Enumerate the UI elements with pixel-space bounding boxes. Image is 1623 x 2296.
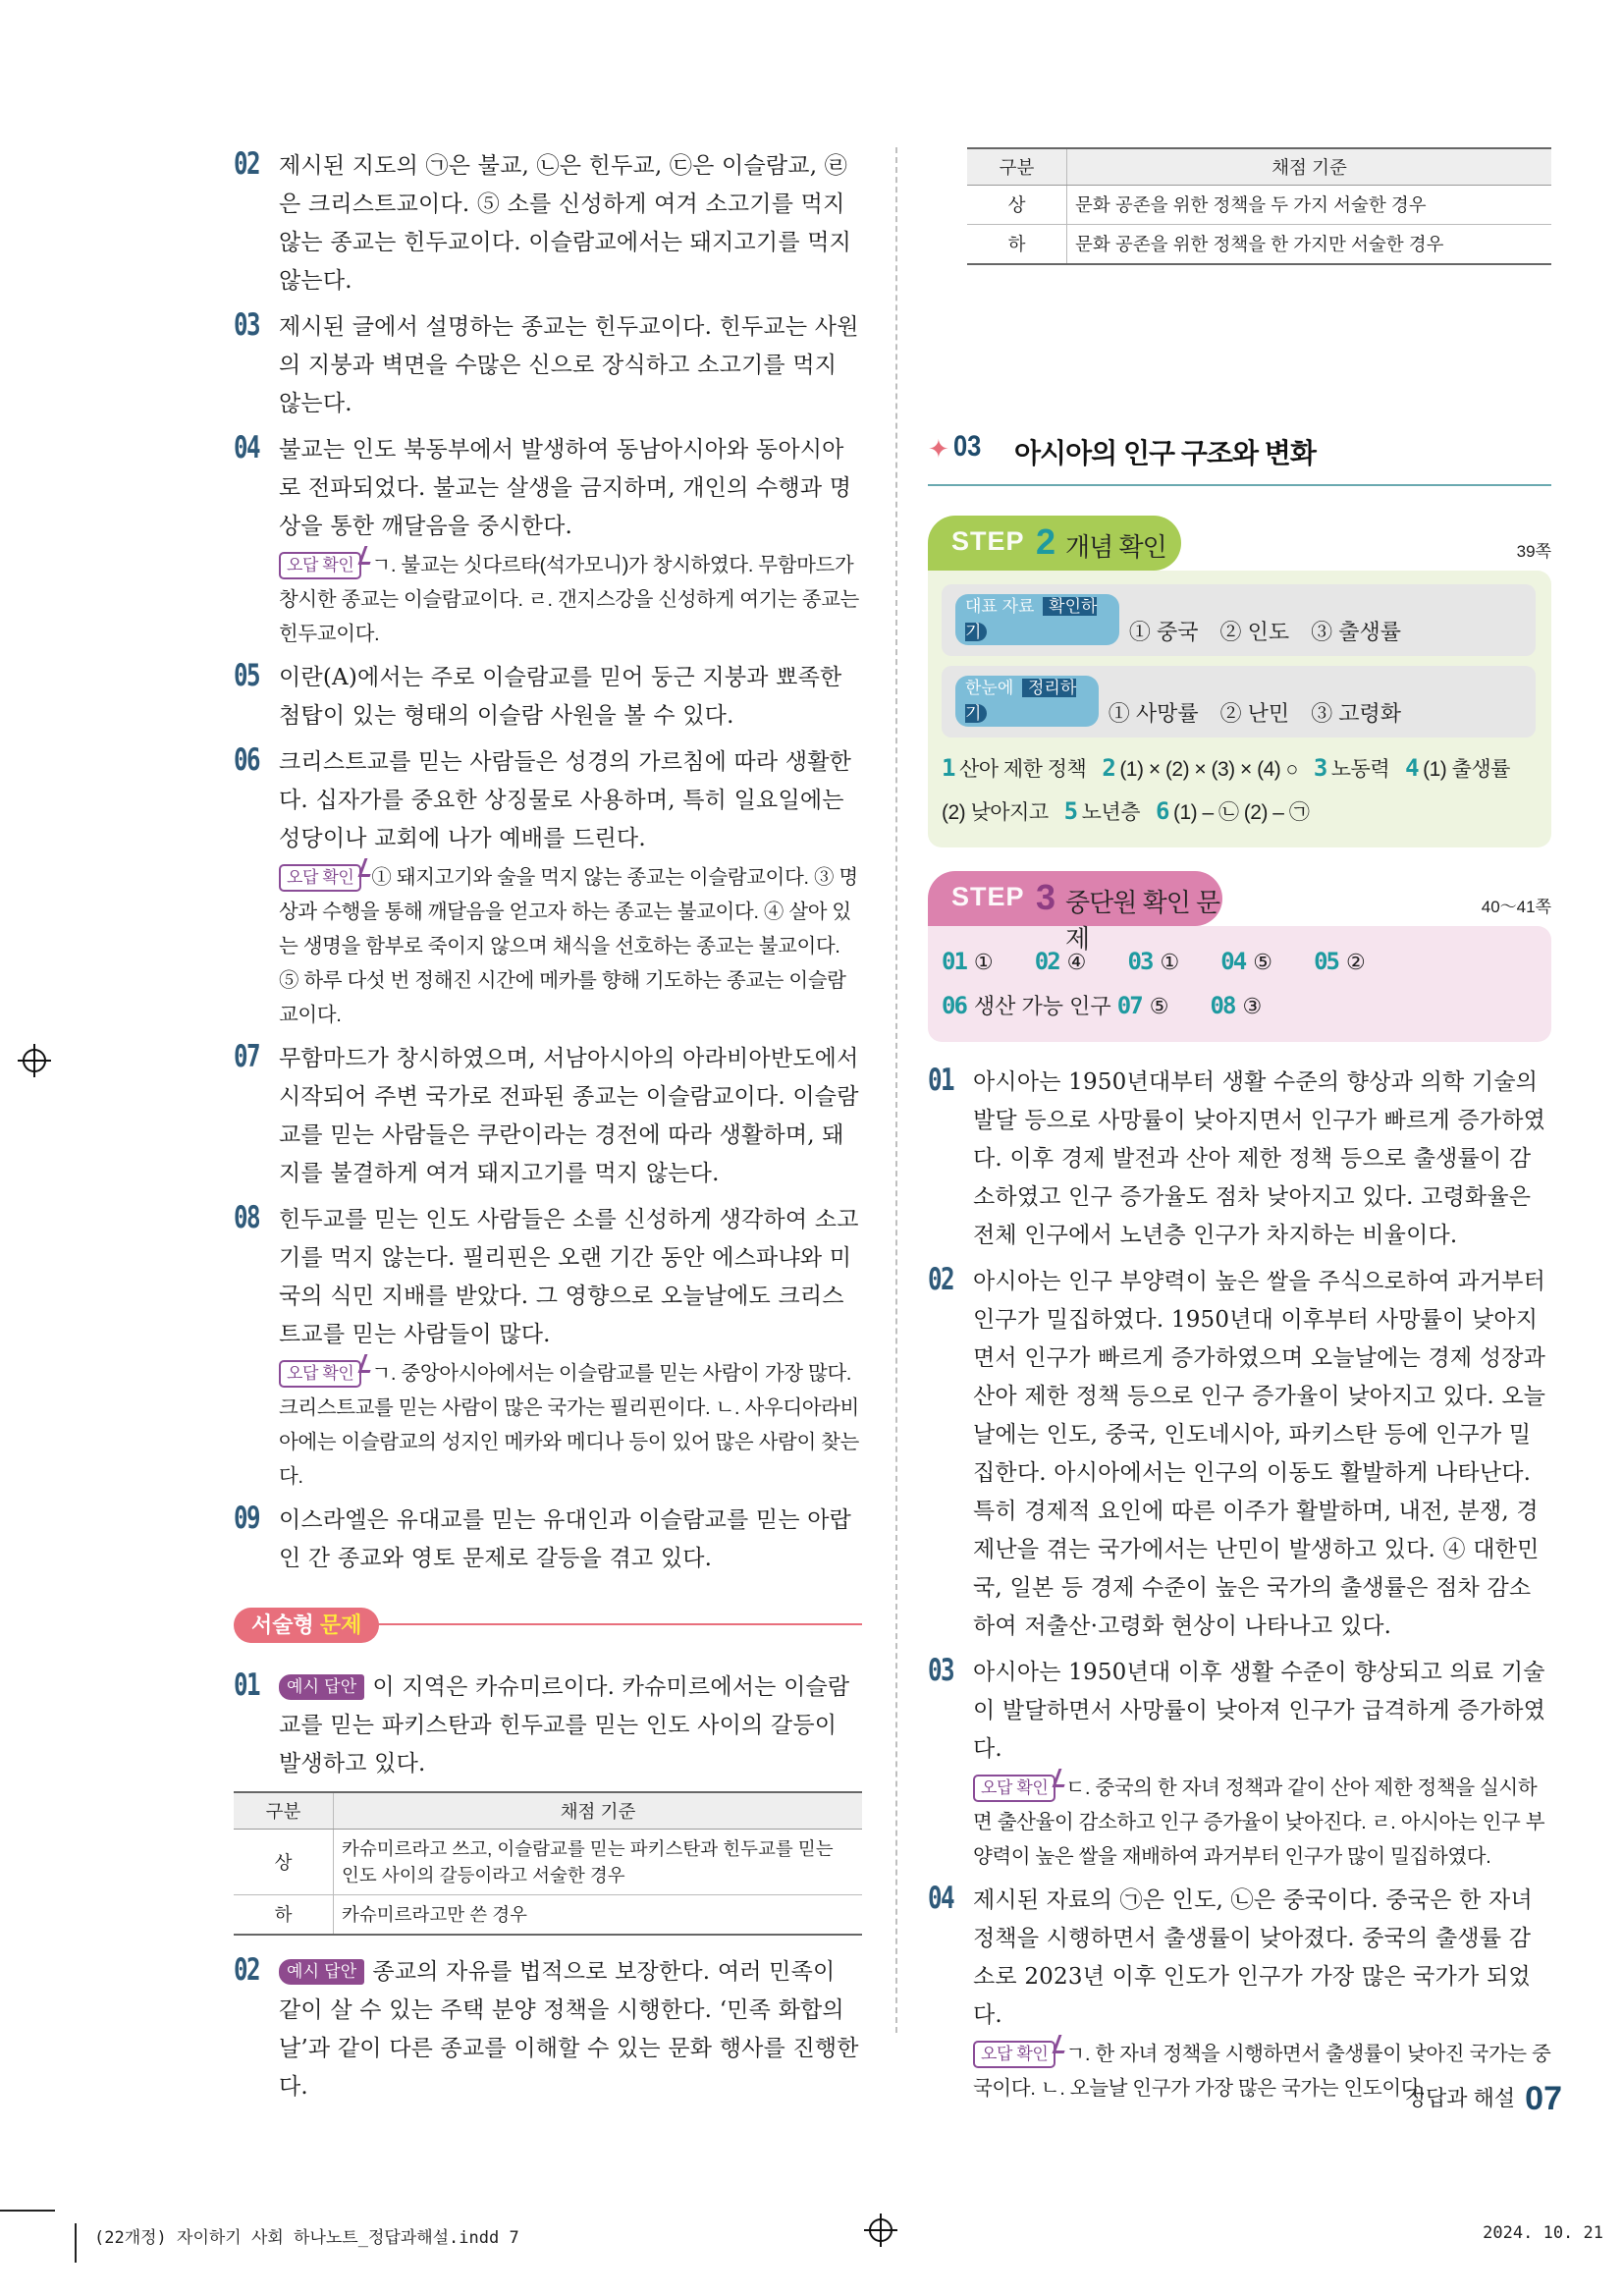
section-rule — [371, 1623, 862, 1625]
answer-item — [234, 659, 862, 736]
answer-item — [928, 1654, 1551, 1874]
section-heading: 아시아의 인구 구조와 변화 — [1014, 438, 1316, 468]
right-column — [928, 147, 1551, 2113]
scoring-table — [234, 1791, 862, 1936]
item-number: 02 — [234, 1952, 259, 1988]
item-text: 힌두교를 믿는 인도 사람들은 소를 신성하게 생각하여 소고기를 먹지 않는다. 필리핀은 오랜 기간 동안 에스파냐와 미국의 식민 지배를 받았다. 그 영향으로 오늘날에도 크리스트교를 믿는 사람들이 많다. — [279, 1207, 859, 1347]
wrong-answer-tag: 오답 확인 — [279, 864, 361, 892]
key-data-label — [955, 594, 1119, 645]
step-label: STEP — [951, 526, 1025, 556]
item-number: 03 — [234, 307, 259, 343]
answer-number: 6 — [1156, 797, 1169, 825]
scoring-table — [967, 147, 1551, 265]
answer-item — [234, 1201, 862, 1494]
note-text: ㄱ. 불교는 싯다르타(석가모니)가 창시하였다. 무함마드가 창시한 종교는 이슬람교이다. ㄹ. 갠지스강을 신성하게 여기는 종교는 힌두교이다. — [279, 554, 859, 645]
item-number: 04 — [928, 1881, 953, 1916]
item-number: 05 — [234, 658, 259, 693]
left-column — [234, 147, 862, 2114]
section-number: 03 — [953, 430, 982, 463]
example-answer-badge: 예시 답안 — [279, 1959, 364, 1985]
column-divider — [895, 147, 897, 2033]
answer-number: 07 — [1116, 992, 1142, 1019]
step-number: 3 — [1036, 877, 1056, 917]
answer-text: 노년층 — [1081, 801, 1140, 824]
item-number: 07 — [234, 1039, 259, 1074]
answer-number: 5 — [1063, 797, 1078, 825]
row-text: ① 사망률 ② 난민 ③ 고령화 — [1108, 701, 1402, 726]
registration-mark-icon — [864, 2214, 897, 2247]
answer-number: 04 — [1220, 948, 1246, 975]
answer-item — [234, 147, 862, 301]
section-underline — [928, 484, 1551, 486]
example-answer-badge: 예시 답안 — [279, 1674, 364, 1700]
answer-item — [928, 1882, 1551, 2105]
item-text: 종교의 자유를 법적으로 보장한다. 여러 민족이 같이 살 수 있는 주택 분양 정책을 시행한다. ‘민족 화합의 날’과 같이 다른 종교를 이해할 수 있는 문화 행사를 진행한다. — [279, 1959, 859, 2100]
note-text: ① 돼지고기와 술을 먹지 않는 종교는 이슬람교이다. ③ 명상과 수행을 통해 깨달음을 얻고자 하는 종교는 불교이다. ④ 살아 있는 생명을 함부로 죽이지 않으며 채식을 선호하는 종교는 불교이다. ⑤ 하루 다섯 번 정해진 시간에 메카를 향해 기도하는 종교는 이슬람교이다. — [279, 866, 858, 1026]
item-text: 이란(A)에서는 주로 이슬람교를 믿어 둥근 지붕과 뾰족한 첨탑이 있는 형태의 이슬람 사원을 볼 수 있다. — [279, 665, 842, 729]
wrong-answer-note — [279, 1356, 862, 1494]
essay-label-a: 서술형 — [251, 1613, 320, 1637]
answer-item — [234, 743, 862, 1032]
answer-item — [928, 1064, 1551, 1255]
step-name: 중단원 확인 문제 — [1065, 888, 1220, 954]
step2-block — [928, 516, 1551, 847]
grade-header: 구분 — [234, 1792, 334, 1830]
table-row — [234, 1895, 862, 1936]
answer-item — [234, 431, 862, 651]
step2-header — [928, 516, 1551, 571]
mc-answer — [1314, 940, 1366, 984]
answer-text: (1) × (2) × (3) × (4) ○ — [1119, 758, 1298, 781]
note-text: ㄷ. 중국의 한 자녀 정책과 같이 산아 제한 정책을 실시하면 출산율이 감소하고 인구 증가율이 낮아진다. ㄹ. 아시아는 인구 부양력이 높은 쌀을 재배하여 과거부터 인구가 많이 밀집하였다. — [973, 1777, 1545, 1868]
answer-number: 01 — [942, 948, 966, 975]
item-text: 크리스트교를 믿는 사람들은 성경의 가르침에 따라 생활한다. 십자가를 중요한 상징물로 사용하며, 특히 일요일에는 성당이나 교회에 나가 예배를 드린다. — [279, 749, 852, 851]
label-part: 확인하기 — [965, 597, 1098, 641]
step-number: 2 — [1036, 521, 1056, 562]
answer-number: 4 — [1405, 754, 1420, 782]
answer-text: 생산 가능 인구 — [973, 994, 1111, 1018]
spacer — [928, 1042, 1551, 1064]
item-text: 제시된 글에서 설명하는 종교는 힌두교이다. 힌두교는 사원의 지붕과 벽면을 수많은 신으로 장식하고 소고기를 먹지 않는다. — [279, 314, 859, 416]
item-text: 불교는 인도 북동부에서 발생하여 동남아시아와 동아시아로 전파되었다. 불교는 살생을 금지하며, 개인의 수행과 명상을 통한 깨달음을 중시한다. — [279, 437, 852, 539]
answer-number: 06 — [942, 992, 966, 1019]
label-part: 대표 자료 — [965, 597, 1040, 616]
file-slug: (22개정) 자이하기 사회 하나노트_정답과해설.indd 7 — [94, 2228, 519, 2248]
item-text: 무함마드가 창시하였으며, 서남아시아의 아라비아반도에서 시작되어 주변 국가로 전파된 종교는 이슬람교이다. 이슬람교를 믿는 사람들은 쿠란이라는 경전에 따라 생활하며, 돼지를 불결하게 여겨 돼지고기를 먹지 않는다. — [279, 1046, 859, 1186]
item-text: 아시아는 인구 부양력이 높은 쌀을 주식으로하여 과거부터 인구가 밀집하였다. 1950년대 이후부터 사망률이 낮아지면서 인구가 빠르게 증가하였으며 오늘날에는 경제 성장과 산아 제한 정책 등으로 인구 증가율이 낮아지고 있다. 오늘날에는 인도, 중국, 인도네시아, 파키스탄 등에 인구가 밀집한다. 아시아에서는 인구의 이동도 활발하게 나타난다. 특히 경제적 요인에 따른 이주가 활발하며, 내전, 분쟁, 경제난을 겪는 국가에서는 난민이 발생하고 있다. ④ 대한민국, 일본 등 경제 수준이 높은 국가의 출생률은 점차 감소하여 저출산·고령화 현상이 나타나고 있다. — [973, 1269, 1546, 1639]
criteria-cell: 문화 공존을 위한 정책을 두 가지 서술한 경우 — [1067, 186, 1552, 225]
item-text: 아시아는 1950년대부터 생활 수준의 향상과 의학 기술의 발달 등으로 사망률이 낮아지면서 인구가 빠르게 증가하였다. 이후 경제 발전과 산아 제한 정책 등으로 출생률이 감소하였고 인구 증가율도 점차 낮아지고 있다. 고령화율은 전체 인구에서 노년층 인구가 차지하는 비율이다. — [973, 1069, 1546, 1248]
answer-item — [234, 1502, 862, 1578]
answer-text: ⑤ — [1253, 950, 1272, 974]
star-icon: ✦ — [928, 435, 949, 465]
answer-number: 05 — [1314, 948, 1338, 975]
note-text: ㄱ. 중앙아시아에서는 이슬람교를 믿는 사람이 가장 많다. 크리스트교를 믿는 사람이 많은 국가는 필리핀이다. ㄴ. 사우디아라비아에는 이슬람교의 성지인 메카와 메디나 등이 있어 많은 사람이 찾는다. — [279, 1362, 859, 1488]
note-text: ㄱ. 한 자녀 정책을 시행하면서 출생률이 낮아진 국가는 중국이다. ㄴ. 오늘날 인구가 가장 많은 국가는 인도이다. — [973, 2043, 1551, 2100]
essay-section-header — [234, 1608, 862, 1647]
concept-answers — [942, 747, 1536, 834]
step3-block — [928, 871, 1551, 1042]
item-text: 제시된 지도의 ㉠은 불교, ㉡은 힌두교, ㉢은 이슬람교, ㉣은 크리스트교이다. ⑤ 소를 신성하게 여겨 소고기를 먹지 않는 종교는 힌두교이다. 이슬람교에서는 돼지고기를 먹지 않는다. — [279, 153, 852, 294]
grade-cell: 상 — [234, 1830, 334, 1895]
grade-cell: 상 — [967, 186, 1067, 225]
answer-number: 3 — [1313, 754, 1327, 782]
answer-item — [234, 1040, 862, 1193]
answer-number: 02 — [1034, 948, 1059, 975]
table-row — [234, 1830, 862, 1895]
essay-item — [234, 1953, 862, 2106]
essay-section-label — [234, 1608, 379, 1643]
item-number: 02 — [928, 1262, 953, 1297]
page-reference: 39쪽 — [1516, 542, 1551, 561]
step2-box — [928, 571, 1551, 847]
wrong-answer-tag: 오답 확인 — [279, 1360, 361, 1388]
answer-text: ③ — [1242, 994, 1263, 1018]
table-row — [967, 225, 1551, 265]
mc-answer — [942, 940, 994, 984]
mc-answer — [1220, 940, 1272, 984]
grade-cell: 하 — [234, 1895, 334, 1936]
essay-label-b: 문제 — [319, 1613, 362, 1637]
criteria-cell: 카슈미르라고 쓰고, 이슬람교를 믿는 파키스탄과 힌두교를 믿는 인도 사이의 갈등이라고 서술한 경우 — [334, 1830, 863, 1895]
answer-text: 노동력 — [1330, 758, 1390, 781]
page-footer — [1405, 2080, 1562, 2118]
mc-answer — [1211, 984, 1263, 1028]
answer-text: ② — [1345, 950, 1366, 974]
answer-number: 03 — [1127, 948, 1153, 975]
answer-number: 2 — [1102, 754, 1116, 782]
step-name: 개념 확인 — [1065, 532, 1166, 562]
answer-text: ⑤ — [1149, 994, 1169, 1018]
section-title — [928, 427, 1551, 486]
row-text: ① 중국 ② 인도 ③ 출생률 — [1128, 620, 1401, 644]
wrong-answer-note — [279, 548, 862, 651]
wrong-answer-tag: 오답 확인 — [279, 552, 361, 579]
item-number: 09 — [234, 1501, 259, 1536]
wrong-answer-tag: 오답 확인 — [973, 2041, 1055, 2068]
summary-label — [955, 676, 1099, 727]
answer-text: (1) 출생률 (2) 낮아지고 — [942, 758, 1510, 824]
step-label: STEP — [951, 882, 1025, 911]
table-row — [967, 186, 1551, 225]
criteria-cell: 문화 공존을 위한 정책을 한 가지만 서술한 경우 — [1067, 225, 1552, 265]
item-text: 이 지역은 카슈미르이다. 카슈미르에서는 이슬람교를 믿는 파키스탄과 힌두교를 믿는 인도 사이의 갈등이 발생하고 있다. — [279, 1674, 850, 1777]
item-number: 03 — [928, 1653, 953, 1688]
grade-cell: 하 — [967, 225, 1067, 265]
step3-box — [928, 926, 1551, 1042]
grade-header: 구분 — [967, 148, 1067, 186]
wrong-answer-note — [973, 1771, 1551, 1874]
answer-text: (1) – ㉡ (2) – ㉠ — [1172, 801, 1310, 824]
answer-number: 08 — [1210, 992, 1235, 1019]
wrong-answer-note — [279, 860, 862, 1032]
answer-item — [928, 1263, 1551, 1646]
item-text: 아시아는 1950년대 이후 생활 수준이 향상되고 의료 기술이 발달하면서 사망률이 낮아져 인구가 급격하게 증가하였다. — [973, 1660, 1546, 1762]
criteria-cell: 카슈미르라고만 쓴 경우 — [334, 1895, 863, 1936]
mc-answer — [942, 984, 1111, 1028]
summary-row — [942, 666, 1536, 738]
crop-mark — [0, 2210, 55, 2212]
criteria-header: 채점 기준 — [334, 1792, 863, 1830]
answer-item — [234, 308, 862, 423]
print-date: 2024. 10. 21 — [1483, 2223, 1603, 2243]
item-number: 06 — [234, 742, 259, 778]
page-reference: 40～41쪽 — [1481, 898, 1551, 916]
item-number: 01 — [234, 1667, 259, 1703]
answer-text: ① — [973, 950, 994, 974]
wrong-answer-tag: 오답 확인 — [973, 1775, 1055, 1802]
crop-mark — [75, 2223, 77, 2263]
item-number: 01 — [928, 1063, 953, 1098]
registration-mark-icon — [18, 1044, 51, 1077]
item-number: 08 — [234, 1200, 259, 1235]
step3-header — [928, 871, 1551, 954]
essay-item — [234, 1668, 862, 1783]
page-number: 07 — [1525, 2080, 1562, 2117]
key-data-row — [942, 584, 1536, 656]
step2-tab — [928, 516, 1181, 571]
item-text: 제시된 자료의 ㉠은 인도, ㉡은 중국이다. 중국은 한 자녀 정책을 시행하면서 출생률이 낮아졌다. 중국의 출생률 감소로 2023년 이후 인도가 인구가 가장 많은 국가가 되었다. — [973, 1887, 1533, 2028]
answer-text: ④ — [1066, 950, 1087, 974]
item-number: 02 — [234, 146, 259, 182]
answer-text: 산아 제한 정책 — [958, 758, 1087, 781]
answer-number: 1 — [942, 754, 955, 782]
criteria-header: 채점 기준 — [1067, 148, 1552, 186]
footer-label: 정답과 해설 — [1404, 2086, 1516, 2110]
answer-text: ① — [1160, 950, 1180, 974]
item-text: 이스라엘은 유대교를 믿는 유대인과 이슬람교를 믿는 아랍인 간 종교와 영토 문제로 갈등을 겪고 있다. — [279, 1507, 852, 1571]
label-part: 한눈에 — [965, 679, 1018, 697]
item-number: 04 — [234, 430, 259, 465]
label-part: 정리하기 — [965, 679, 1077, 723]
step3-tab — [928, 871, 1222, 954]
mc-answer — [1117, 984, 1169, 1028]
